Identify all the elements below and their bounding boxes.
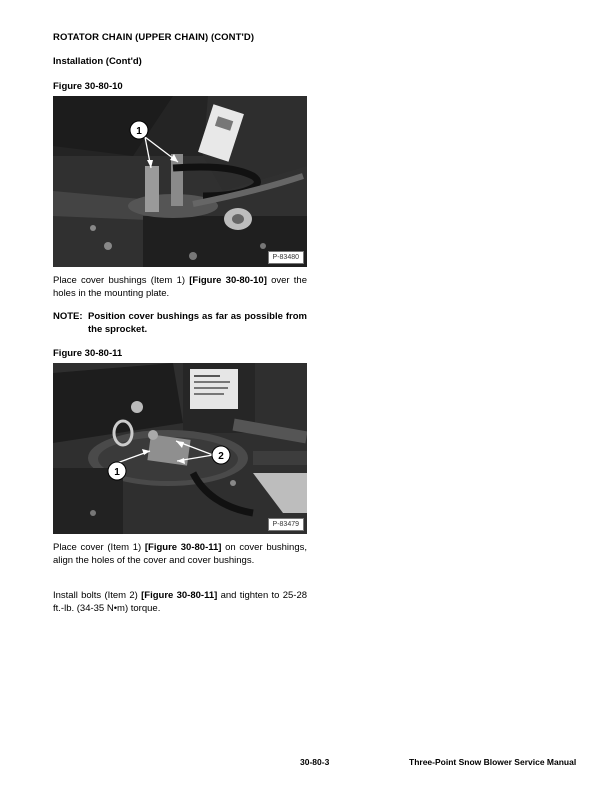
manual-title: Three-Point Snow Blower Service Manual: [409, 757, 577, 767]
note-block: [53, 311, 307, 337]
instruction-paragraph-1: Place cover bushings (Item 1) [Figure 30-80-10] over the holes in the mounting plate.: [53, 275, 307, 299]
figure-reference: [Figure 30-80-11]: [144, 542, 222, 553]
figure-1-label: Figure 30-80-10: [53, 81, 123, 92]
instruction-paragraph-3: Install bolts (Item 2) [Figure 30-80-11] and tighten to 25-28 ft.-lb. (34-35 N•m) torque.: [53, 590, 308, 614]
figure-reference: [Figure 30-80-10]: [189, 275, 267, 286]
figure-2-photo-number: P-83479: [268, 518, 304, 531]
figure-2-callout-1: 1: [114, 467, 120, 478]
figure-1-photo: [53, 96, 307, 267]
figure-2-photo: [53, 363, 307, 534]
instruction-paragraph-2: Place cover (Item 1) [Figure 30-80-11] on cover bushings, align the holes of the cover and cover bushings.: [53, 542, 307, 566]
page-title: ROTATOR CHAIN (UPPER CHAIN) (CONT'D): [53, 32, 255, 43]
note-text: Position cover bushings as far as possible from the sprocket.: [88, 311, 307, 335]
page-number: 30-80-3: [300, 757, 330, 767]
figure-2-callout-2: 2: [218, 451, 224, 462]
figure-reference: [Figure 30-80-11]: [141, 590, 218, 601]
figure-1-callout-1: 1: [136, 126, 142, 137]
figure-1-photo-number: P-83480: [268, 251, 304, 264]
section-subtitle: Installation (Cont'd): [53, 56, 142, 67]
note-label: NOTE:: [53, 311, 83, 322]
figure-2-label: Figure 30-80-11: [53, 348, 123, 359]
